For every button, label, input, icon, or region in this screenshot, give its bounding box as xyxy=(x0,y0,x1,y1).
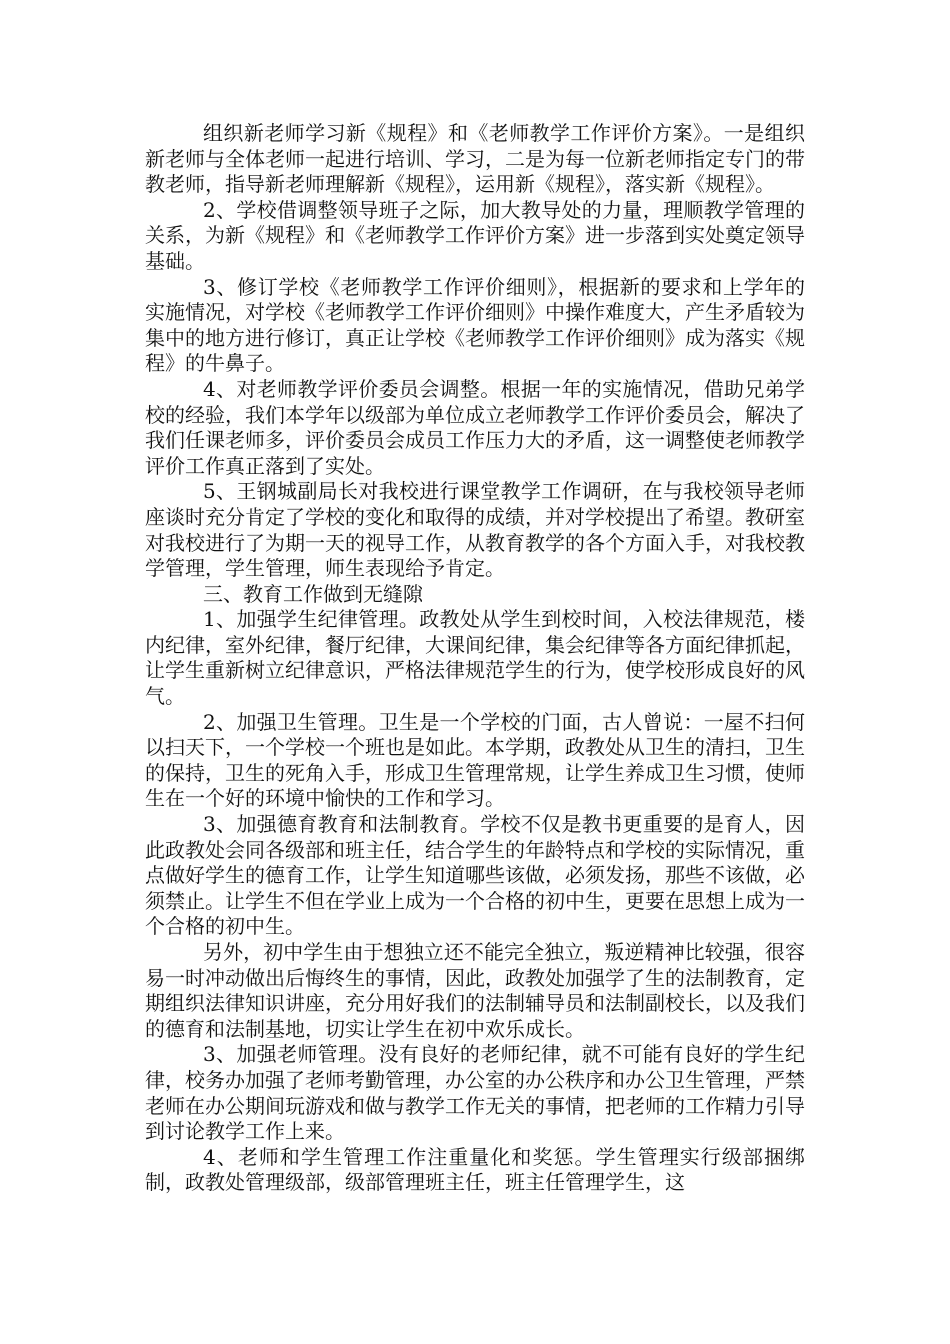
paragraph-legal-education: 另外，初中学生由于想独立还不能完全独立，叛逆精神比较强，很容易一时冲动做出后悔终生的事情，因此，政教处加强学了生的法制教育，定期组织法律知识讲座，充分用好我们的法制辅导员和法制副校长，以及我们的德育和法制基地，切实让学生在初中欢乐成长。 xyxy=(145,940,805,1041)
paragraph-teacher-study: 组织新老师学习新《规程》和《老师教学工作评价方案》。一是组织新老师与全体老师一起进行培训、学习，二是为每一位新老师指定专门的带教老师，指导新老师理解新《规程》，运用新《规程》，落实新《规程》。 xyxy=(145,121,805,197)
paragraph-quantification: 4、老师和学生管理工作注重量化和奖惩。学生管理实行级部捆绑制，政教处管理级部，级部管理班主任，班主任管理学生，这 xyxy=(145,1144,805,1195)
paragraph-item-4-committee: 4、对老师教学评价委员会调整。根据一年的实施情况，借助兄弟学校的经验，我们本学年以级部为单位成立老师教学工作评价委员会，解决了我们任课老师多，评价委员会成员工作压力大的矛盾，这一调整使老师教学评价工作真正落到了实处。 xyxy=(145,376,805,478)
document-page xyxy=(145,121,805,1196)
paragraph-item-5-inspection: 5、王钢城副局长对我校进行课堂教学工作调研，在与我校领导老师座谈时充分肯定了学校的变化和取得的成绩，并对学校提出了希望。教研室对我校进行了为期一天的视导工作，从教育教学的各个方面入手，对我校教学管理，学生管理，师生表现给予肯定。 xyxy=(145,479,805,581)
paragraph-item-2-leadership: 2、学校借调整领导班子之际，加大教导处的力量，理顺教学管理的关系，为新《规程》和《老师教学工作评价方案》进一步落到实处奠定领导基础。 xyxy=(145,197,805,273)
paragraph-hygiene: 2、加强卫生管理。卫生是一个学校的门面，古人曾说：一屋不扫何以扫天下，一个学校一个班也是如此。本学期，政教处从卫生的清扫，卫生的保持，卫生的死角入手，形成卫生管理常规，让学生养成卫生习惯，使师生在一个好的环境中愉快的工作和学习。 xyxy=(145,709,805,811)
paragraph-item-3-revise-rules: 3、修订学校《老师教学工作评价细则》，根据新的要求和上学年的实施情况，对学校《老师教学工作评价细则》中操作难度大，产生矛盾较为集中的地方进行修订，真正让学校《老师教学工作评价细则》成为落实《规程》的牛鼻子。 xyxy=(145,274,805,376)
section-heading-3: 三、教育工作做到无缝隙 xyxy=(203,581,423,606)
paragraph-teacher-management: 3、加强老师管理。没有良好的老师纪律，就不可能有良好的学生纪律，校务办加强了老师考勤管理，办公室的办公秩序和办公卫生管理，严禁老师在办公期间玩游戏和做与教学工作无关的事情，把老师的工作精力引导到讨论教学工作上来。 xyxy=(145,1042,805,1144)
paragraph-discipline: 1、加强学生纪律管理。政教处从学生到校时间，入校法律规范，楼内纪律，室外纪律，餐厅纪律，大课间纪律，集会纪律等各方面纪律抓起，让学生重新树立纪律意识，严格法律规范学生的行为，使学校形成良好的风气。 xyxy=(145,607,805,709)
paragraph-moral-education: 3、加强德育教育和法制教育。学校不仅是教书更重要的是育人，因此政教处会同各级部和班主任，结合学生的年龄特点和学校的实际情况，重点做好学生的德育工作，让学生知道哪些该做，必须发扬，那些不该做，必须禁止。让学生不但在学业上成为一个合格的初中生，更要在思想上成为一个合格的初中生。 xyxy=(145,812,805,939)
